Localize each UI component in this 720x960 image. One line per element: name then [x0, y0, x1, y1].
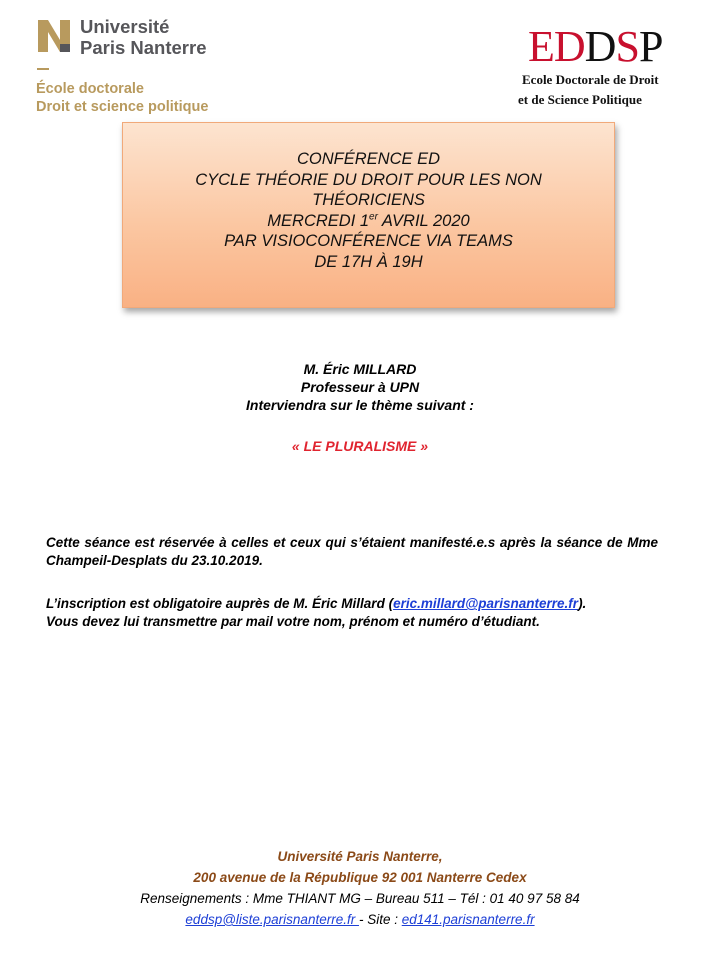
- doctoral-school-name: [36, 80, 208, 116]
- footer-site-link[interactable]: ed141.parisnanterre.fr: [401, 912, 535, 927]
- registration-line1: L’inscription est obligatoire auprès de M. Éric Millard (eric.millard@parisnanterre.fr).: [46, 596, 587, 611]
- banner-line-5: PAR VISIOCONFÉRENCE VIA TEAMS: [224, 232, 513, 250]
- banner-line-3: THÉORICIENS: [312, 191, 425, 209]
- conference-theme: « LE PLURALISME »: [291, 438, 429, 454]
- conference-banner: [122, 122, 615, 308]
- speaker-email-link[interactable]: eric.millard@parisnanterre.fr: [393, 596, 579, 611]
- footer-university: Université Paris Nanterre,: [277, 849, 443, 864]
- banner-line-1: CONFÉRENCE ED: [296, 150, 440, 168]
- registration-paragraph: [46, 595, 658, 631]
- footer-separator: - Site :: [358, 912, 402, 927]
- eddsp-subtitle-line2: et de Science Politique: [518, 92, 642, 107]
- university-name-line1: Université: [80, 16, 170, 37]
- doctoral-school-line1: École doctorale: [36, 81, 144, 97]
- speaker-intro: Interviendra sur le thème suivant :: [246, 397, 474, 413]
- speaker-title: Professeur à UPN: [300, 379, 420, 395]
- eddsp-subtitle-line1: Ecole Doctorale de Droit: [522, 72, 659, 87]
- banner-line-6: DE 17H À 19H: [314, 252, 423, 271]
- nanterre-logo-mark-icon: [36, 18, 72, 54]
- registration-line2: Vous devez lui transmettre par mail votre nom, prénom et numéro d’étudiant.: [46, 614, 540, 629]
- university-logo: [36, 16, 266, 116]
- footer-email-link[interactable]: eddsp@liste.parisnanterre.fr: [185, 912, 359, 927]
- banner-text: [123, 149, 614, 272]
- eligibility-paragraph: Cette séance est réservée à celles et ceux qui s’étaient manifesté.e.s après la séance de Mme Champeil-Desplats du 23.10.2019.: [46, 535, 658, 568]
- banner-line-2: CYCLE THÉORIE DU DROIT POUR LES NON: [195, 170, 542, 189]
- eddsp-wordmark: EDDSP: [528, 22, 663, 71]
- eddsp-logo: [516, 24, 696, 114]
- university-name: [80, 16, 206, 58]
- banner-date: MERCREDI 1er AVRIL 2020: [267, 211, 470, 230]
- university-name-line2: Paris Nanterre: [80, 37, 207, 58]
- footer-links: [0, 909, 720, 930]
- speaker-name: M. Éric MILLARD: [303, 361, 417, 377]
- speaker-block: [0, 360, 720, 414]
- doctoral-school-line2: Droit et science politique: [36, 99, 209, 115]
- logo-divider: [37, 68, 49, 70]
- footer-address: 200 avenue de la République 92 001 Nanterre Cedex: [193, 870, 527, 885]
- footer-contact: Renseignements : Mme THIANT MG – Bureau 511 – Tél : 01 40 97 58 84: [140, 891, 580, 906]
- eddsp-subtitle: [518, 70, 659, 110]
- footer: [0, 846, 720, 930]
